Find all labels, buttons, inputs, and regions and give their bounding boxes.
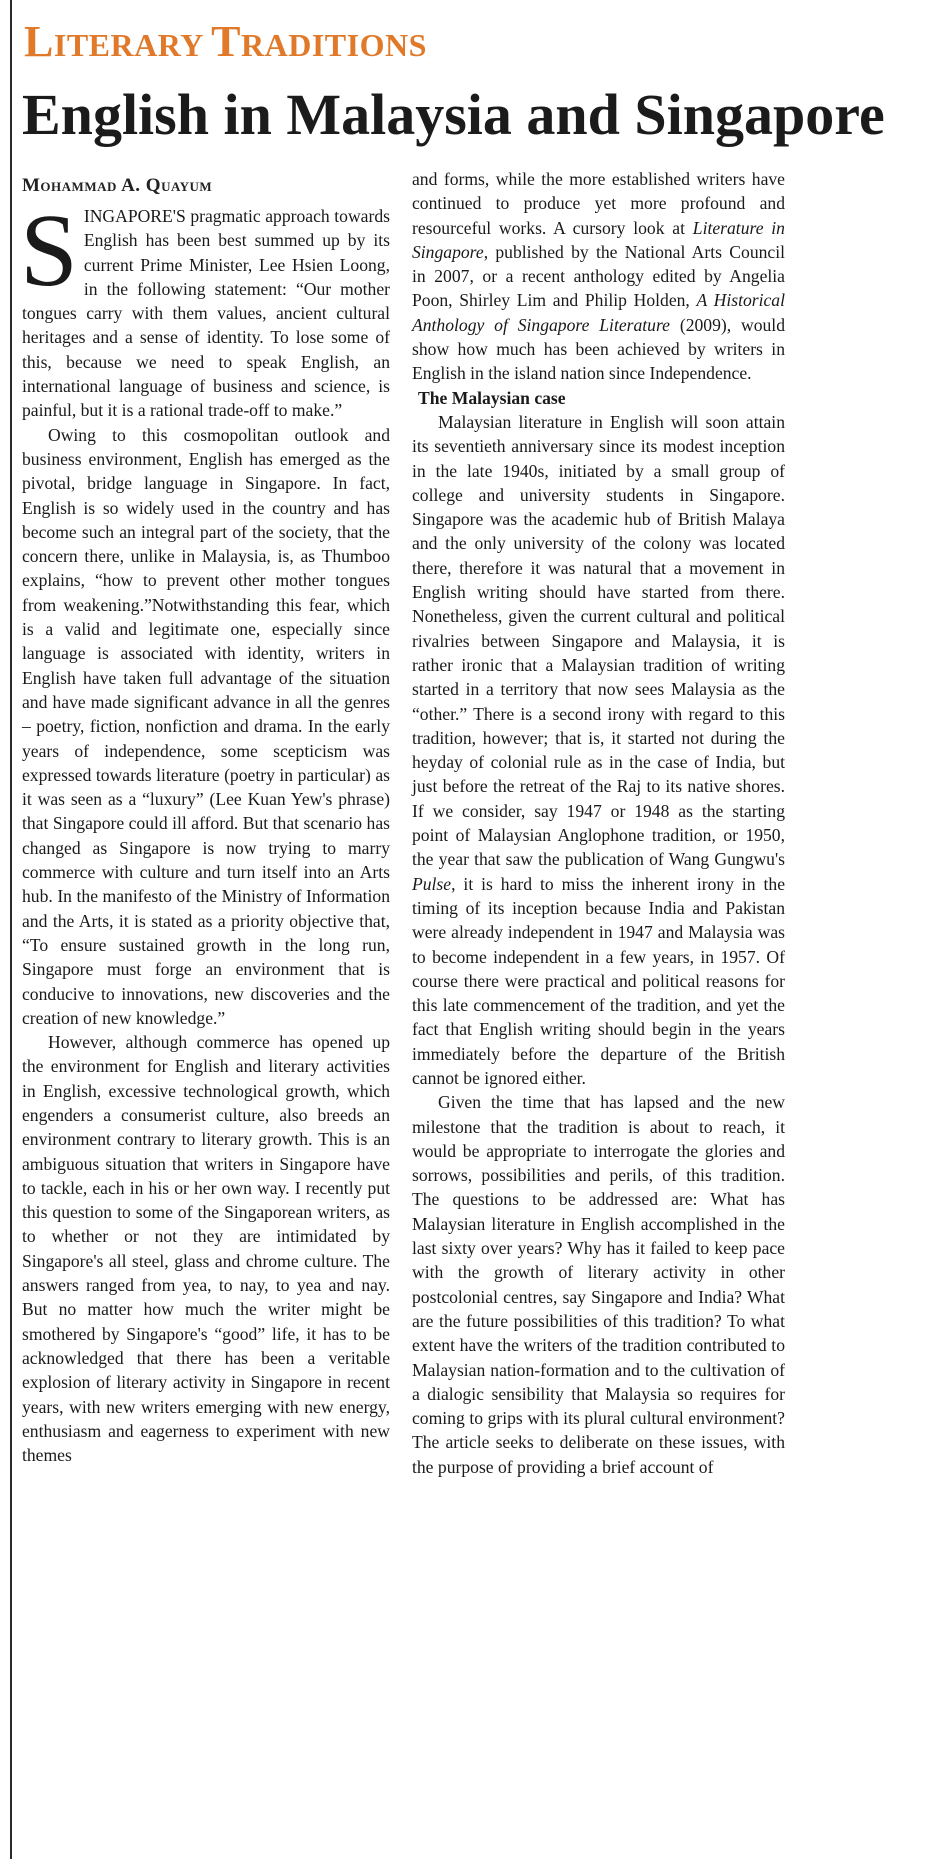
paragraph-1: [20, 193, 390, 423]
section-kicker: [24, 12, 427, 75]
article-title: English in Malaysia and Singapore: [22, 82, 885, 147]
kicker-initial-1: L: [24, 17, 54, 66]
article-column-2: [412, 167, 785, 1479]
paragraph-5-text-a: Malaysian literature in English will soon attain its seventieth anniversary since its modest inception in the late 1940s, initiated by a small group of college and university students in Singapore. Singapore was the academic hub of British Malaya and the only university of the colony was located there, therefore it was natural that a movement in English writing should have started from there. Nonetheless, given the current cultural and political rivalries between Singapore and Malaysia, it is rather ironic that a Malaysian tradition of writing started in a territory that now sees Malaysia as the “other.” There is a second irony with regard to this tradition, however; that is, it started not during the heyday of colonial rule as in the case of India, but just before the retreat of the Raj to its native shores. If we consider, say 1947 or 1948 as the starting point of Malaysian Anglophone tradition, or 1950, the year that saw the publication of Wang Gungwu's: [412, 411, 785, 870]
paragraph-4-text-a: and forms, while the more established writers have continued to produce yet more profound and resourceful works. A cursory look at: [412, 169, 785, 238]
paragraph-6: Given the time that has lapsed and the new milestone that the tradition is about to reach, it would be appropriate to interrogate the glories and sorrows, possibilities and perils, of this tradition. The questions to be addressed are: What has Malaysian literature in English accomplished in the last sixty over years? Why has it failed to keep pace with the growth of literary activity in other postcolonial centres, say Singapore and India? What are the future possibilities of this tradition? To what extent have the writers of the tradition contributed to Malaysian nation-formation and to the cultivation of a dialogic sensibility that Malaysia so requires for coming to grips with its plural cultural environment? The article seeks to deliberate on these issues, with the purpose of providing a brief account of: [412, 1092, 785, 1477]
paragraph-5: [412, 410, 785, 1090]
subheading-malaysian-case: The Malaysian case: [418, 387, 566, 408]
kicker-rest-1: ITERARY: [53, 27, 212, 63]
book-title-literature-in-singapore: Literature in Singapore: [412, 217, 785, 262]
drop-cap: S: [20, 193, 78, 308]
book-title-pulse: Pulse: [412, 873, 452, 894]
book-title-historical-anthology: A Historical Anthology of Singapore Literature: [412, 290, 785, 335]
paragraph-4: [412, 167, 785, 386]
article-column-1: [20, 193, 390, 1467]
paragraph-4-text-b: , published by the National Arts Council in 2007, or a recent anthology edited by Angelia Poon, Shirley Lim and Philip Holden,: [412, 241, 785, 311]
paragraph-3: However, although commerce has opened up the environment for English and literary activities in English, excessive technological growth, which engenders a consumerist culture, also breeds an environment contrary to literary growth. This is an ambiguous situation that writers in Singapore have to tackle, each in his or her own way. I recently put this question to some of the Singaporean writers, as to whether or not they are intimidated by Singapore's all steel, glass and chrome culture. The answers ranged from yea, to nay, to yea and nay. But no matter how much the writer might be smothered by Singapore's “good” life, it has to be acknowledged that there has been a veritable explosion of literary activity in Singapore in recent years, with new writers emerging with new energy, enthusiasm and eagerness to experiment with new themes: [22, 1032, 390, 1466]
paragraph-5-text-b: , it is hard to miss the inherent irony in the timing of its inception because India and Pakistan were already independent in 1947 and Malaysia was to become independent in a few years, in 1957. Of course there were practical and political reasons for this late commencement of the tradition, and yet the fact that English writing should begin in the years immediately before the departure of the British cannot be ignored either.: [412, 873, 785, 1088]
column-rule: [10, 0, 12, 1859]
kicker-rest-2: RADITIONS: [240, 27, 427, 63]
kicker-initial-2: T: [211, 17, 241, 66]
paragraph-2: Owing to this cosmopolitan outlook and business environment, English has emerged as the pivotal, bridge language in Singapore. In fact, English is so widely used in the country and has become such an integral part of the society, that the concern there, unlike in Malaysia, is, as Thumboo explains, “how to prevent other mother tongues from weakening.”Notwithstanding this fear, which is a valid and legitimate one, especially since language is associated with identity, writers in English have taken full advantage of the situation and have made significant advance in all the genres – poetry, fiction, nonfiction and drama. In the early years of independence, some scepticism was expressed towards literature (poetry in particular) as it was seen as a “luxury” (Lee Kuan Yew's phrase) that Singapore could ill afford. But that scenario has changed as Singapore is now trying to marry commerce with culture and turn itself into an Arts hub. In the manifesto of the Ministry of Information and the Arts, it is stated as a priority objective that, “To ensure sustained growth in the long run, Singapore must forge an environment that is conducive to innovations, new discoveries and the creation of new knowledge.”: [22, 424, 390, 1028]
author-byline: Mohammad A. Quayum: [22, 175, 213, 196]
paragraph-1-text: INGAPORE'S pragmatic approach towards English has been best summed up by its current Prime Minister, Lee Hsien Loong, in the following statement: “Our mother tongues carry with them values, ancient cultural heritages and a sense of identity. To lose some of this, because we need to speak English, an international language of business and science, is painful, but it is a rational trade-off to make.”: [22, 206, 390, 421]
paragraph-4-text-c: (2009), would show how much has been achieved by writers in English in the island nation since Independence.: [412, 314, 785, 384]
